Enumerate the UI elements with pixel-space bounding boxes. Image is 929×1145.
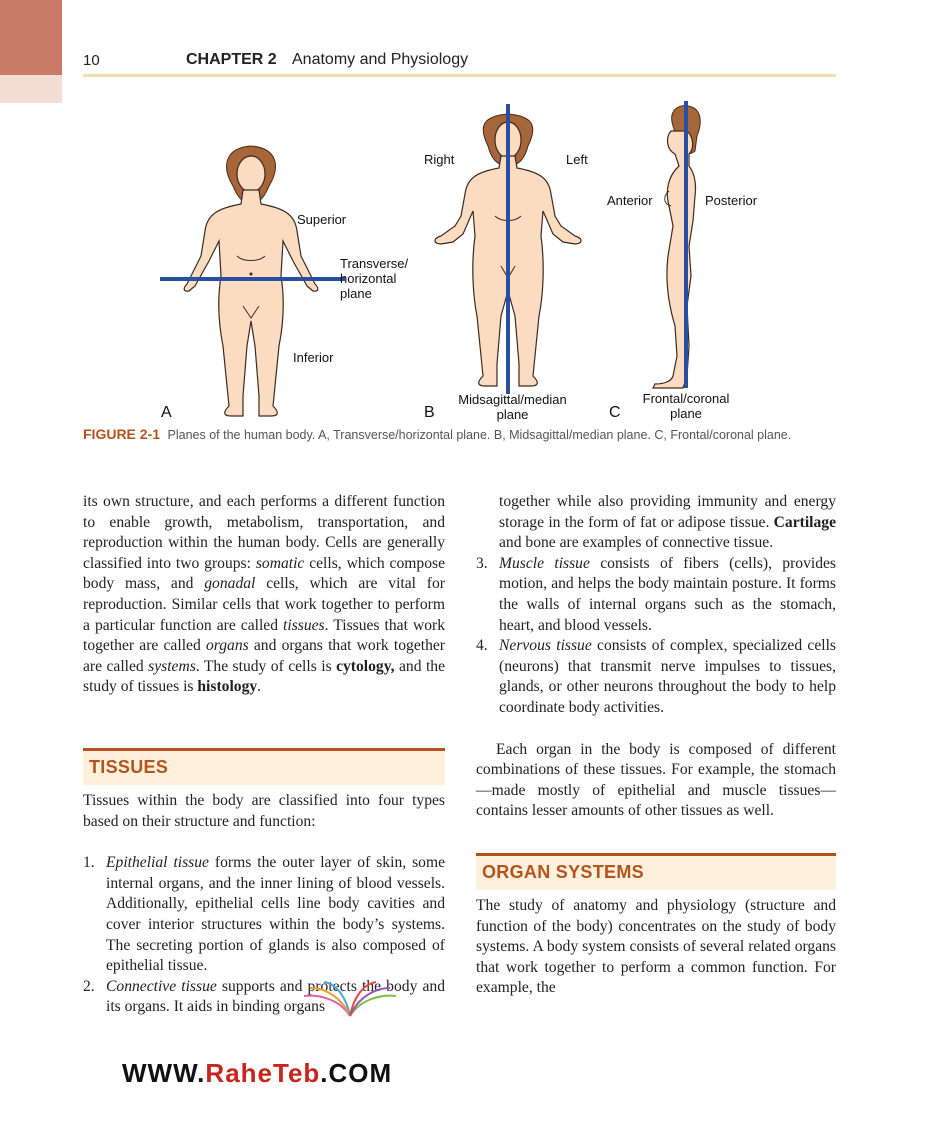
chapter-title: Anatomy and Physiology [292, 51, 469, 68]
text-run: Cartilage [773, 513, 836, 531]
chapter-label: CHAPTER 2 [186, 51, 277, 68]
label-superior: Superior [297, 212, 347, 227]
list-item [476, 492, 836, 554]
figure-c-body [653, 106, 700, 388]
intro-paragraph [83, 492, 445, 698]
tissue-list-continued [476, 492, 836, 719]
figure-letter-a: A [161, 404, 172, 421]
text-run: and bone are examples of connective tissue. [499, 534, 774, 552]
section-title: ORGAN SYSTEMS [482, 861, 644, 882]
chapter-tab-tail [0, 75, 62, 103]
text-run: Nervous tissue [499, 637, 592, 655]
figure-number: FIGURE 2-1 [83, 426, 161, 442]
watermark-prefix: WWW. [122, 1058, 206, 1088]
text-run: and the study of tissues is [83, 657, 445, 696]
watermark-brand: RaheTeb [205, 1058, 321, 1088]
text-run: . Tissues that work together are called [83, 616, 445, 655]
list-item [83, 853, 445, 977]
text-run: consists of fibers (cells), provides motion, and helps the body maintain posture. It forms the walls of internal organs such as the stomach, heart, and blood vessels. [499, 554, 836, 634]
list-number: 3. [476, 554, 488, 572]
label-posterior: Posterior [705, 193, 758, 208]
figure-letter-c: C [609, 404, 621, 421]
organ-systems-paragraph: The study of anatomy and physiology (structure and function of the body) concentrates on the study of body systems. A body system consists of several related organs that work together to perform a common function. For example, the [476, 896, 836, 997]
label-left: Left [566, 152, 588, 167]
text-run: tissues [283, 616, 325, 634]
list-item [476, 636, 836, 718]
organ-paragraph: Each organ in the body is composed of different combinations of these tissues. For example, the stomach—made mostly of epithelial and muscle tissues—contains lesser amounts of other tissues as well. [476, 740, 836, 820]
header-rule [83, 74, 836, 77]
list-number: 2. [83, 977, 95, 995]
list-item [476, 554, 836, 636]
label-right: Right [424, 152, 455, 167]
section-title: TISSUES [89, 756, 169, 777]
figure-planes [83, 96, 836, 426]
page-number: 10 [83, 52, 100, 69]
list-number: 4. [476, 637, 488, 655]
text-run: organs [205, 637, 249, 655]
tissues-intro: Tissues within the body are classified into four types based on their structure and function: [83, 791, 445, 830]
watermark-book-icon [300, 980, 400, 1020]
label-anterior: Anterior [607, 193, 653, 208]
list-number: 1. [83, 854, 95, 872]
text-run: . [257, 678, 262, 696]
section-heading-tissues [83, 748, 445, 785]
text-run: gonadal [204, 575, 256, 593]
body-planes-illustration [83, 96, 836, 426]
label-frontal-plane: Frontal/coronal plane [642, 391, 730, 421]
watermark-suffix: .COM [320, 1058, 393, 1088]
chapter-tab [0, 0, 62, 75]
text-run: systems [148, 657, 196, 675]
text-run: supports and protects the body and its organs. It aids in binding organs [106, 977, 446, 1016]
text-run: cells, which compose body mass, and [83, 554, 445, 593]
page-header [83, 50, 836, 74]
label-midsagittal-plane: Midsagittal/median plane [458, 392, 567, 422]
text-run: Epithelial tissue [106, 854, 209, 872]
text-run: . The study of cells is [195, 657, 337, 675]
text-run: Muscle tissue [499, 554, 590, 572]
text-run: forms the outer layer of skin, some internal organs, and the inner lining of blood vessels. Additionally, epithelial cells line body cavities and cover interior structures within the body’s systems. The secreting portion of glands is also composed of epithelial tissue. [106, 854, 445, 975]
text-run: together while also providing immunity and energy storage in the form of fat or adipose tissue. [499, 493, 836, 531]
label-inferior: Inferior [293, 350, 334, 365]
text-run: somatic [255, 554, 305, 572]
right-column [476, 492, 836, 999]
section-heading-organ-systems [476, 853, 836, 890]
figure-caption-text: Planes of the human body. A, Transverse/horizontal plane. B, Midsagittal/median plane. C, Frontal/coronal plane. [167, 428, 792, 442]
label-transverse-plane: Transverse/ horizontal plane [340, 256, 409, 301]
text-run: Connective tissue [106, 977, 217, 995]
text-run: its own structure, and each performs a different function to enable growth, metabolism, transportation, and reproduction within the human body. Cells are generally classified into two groups: [83, 493, 445, 572]
figure-caption [83, 426, 838, 444]
left-column [83, 492, 445, 1018]
text-run: consists of complex, specialized cells (neurons) that transmit nerve impulses to tissues, glands, or other neurons throughout the body to help coordinate body activities. [499, 637, 836, 716]
figure-letter-b: B [424, 404, 435, 421]
text-run: histology [197, 678, 258, 696]
text-run: and organs that work together are called [83, 637, 445, 675]
text-run: cells, which are vital for reproduction. Similar cells that work together to perform a particular function are called [83, 575, 445, 634]
watermark [122, 1058, 392, 1089]
text-run: cytology, [336, 657, 395, 675]
